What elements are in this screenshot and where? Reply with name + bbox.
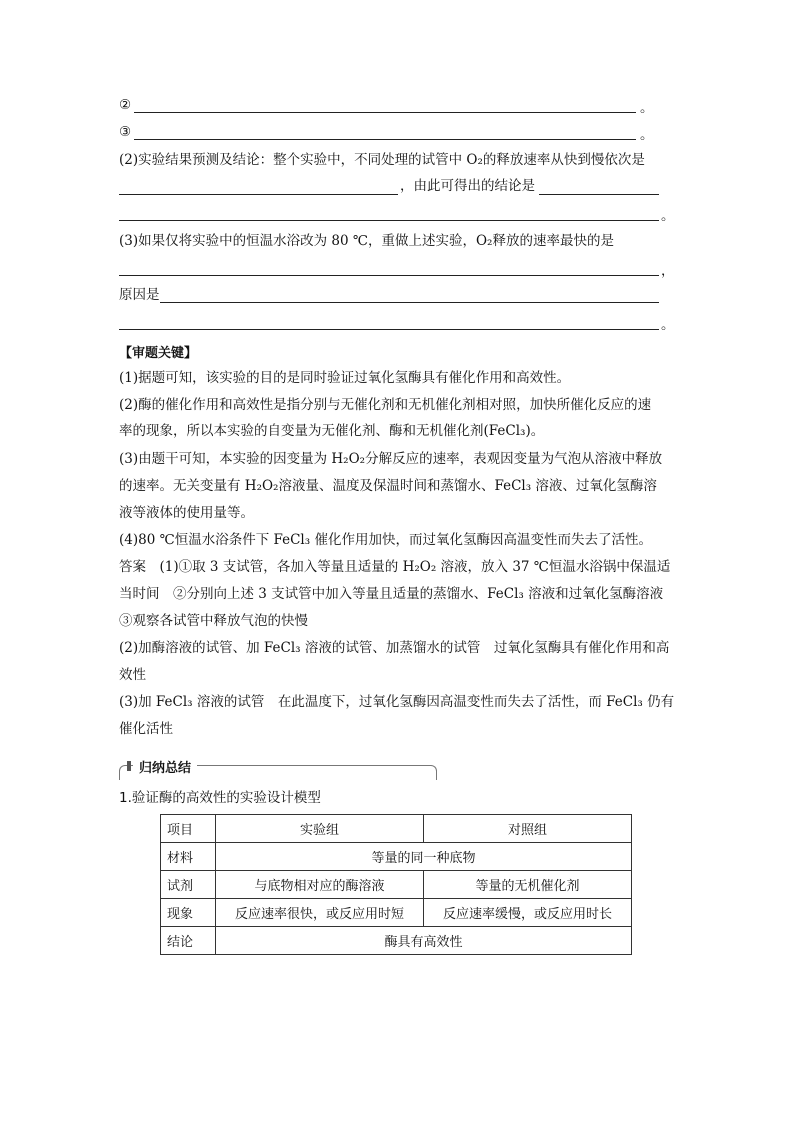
table-header-exp: 实验组 [216,815,424,843]
summary-subtitle: 1.验证酶的高效性的实验设计模型 [119,790,321,806]
answer-blank-step3[interactable] [134,139,636,140]
summary-bar-icon [127,761,131,771]
cell-material: 等量的同一种底物 [216,843,632,871]
answer-blank-q2-conclusion-cont[interactable] [119,220,659,221]
answer-line-7: 催化活性 [119,721,173,737]
analysis-p1: (1)据题可知，该实验的目的是同时验证过氧化氢酶具有催化作用和高效性。 [119,370,571,386]
row-label-reagent: 试剂 [161,871,216,899]
table-row [161,843,632,871]
question-2-mid: ，由此可得出的结论是 [400,178,535,194]
answer-line-4: (2)加酶溶液的试管、加 FeCl₃ 溶液的试管、加蒸馏水的试管 过氧化氢酶具有催化作用和高 [119,640,670,656]
cell-reagent-ctrl: 等量的无机催化剂 [424,871,632,899]
answer-blank-q3-fastest[interactable] [119,275,659,276]
summary-label: 归纳总结 [133,757,197,776]
answer-blank-q2-conclusion[interactable] [539,194,659,195]
answer-blank-step2[interactable] [134,112,636,113]
analysis-p3c: 液等液体的使用量等。 [119,505,254,521]
summary-section-header [119,757,435,779]
answer-blank-q3-reason-cont[interactable] [119,329,659,330]
step2-marker: ② [119,97,132,113]
question-3-text: (3)如果仅将实验中的恒温水浴改为 80 ℃，重做上述实验，O₂释放的速率最快的是 [119,233,614,249]
answer-blank-q3-reason[interactable] [160,302,659,303]
end-mark: 。 [640,127,654,143]
question-2-text: (2)实验结果预测及结论：整个实验中，不同处理的试管中 O₂的释放速率从快到慢依次是 [119,152,645,168]
step3-marker: ③ [119,124,132,140]
analysis-p3b: 的速率。无关变量有 H₂O₂溶液量、温度及保温时间和蒸馏水、FeCl₃ 溶液、过氧化氢酶溶 [119,478,657,494]
row-label-conclusion: 结论 [161,927,216,955]
end-mark: 。 [640,100,654,116]
reason-label: 原因是 [119,287,160,303]
answer-line-3: ③观察各试管中释放气泡的快慢 [119,613,308,629]
answer-line-2: 当时间 ②分别向上述 3 支试管中加入等量且适量的蒸馏水、FeCl₃ 溶液和过氧化氢酶溶液 [119,586,664,602]
table-row [161,899,632,927]
cell-phenomenon-exp: 反应速率很快，或反应用时短 [216,899,424,927]
table-row [161,815,632,843]
analysis-heading: 【审题关键】 [119,346,198,361]
cell-reagent-exp: 与底物相对应的酶溶液 [216,871,424,899]
row-label-phenomenon: 现象 [161,899,216,927]
end-mark: 。 [661,317,675,333]
table-header-item: 项目 [161,815,216,843]
cell-conclusion: 酶具有高效性 [216,927,632,955]
answer-blank-q2-order[interactable] [119,194,398,195]
end-mark: 。 [661,208,675,224]
cell-phenomenon-ctrl: 反应速率缓慢，或反应用时长 [424,899,632,927]
efficiency-design-table [160,814,632,955]
analysis-p3a: (3)由题干可知，本实验的因变量为 H₂O₂分解反应的速率，表观因变量为气泡从溶液中释放 [119,451,663,467]
answer-line-1: 答案 (1)①取 3 支试管，各加入等量且适量的 H₂O₂ 溶液，放入 37 ℃恒温水浴锅中保温适 [119,559,671,575]
analysis-p2b: 率的现象，所以本实验的自变量为无催化剂、酶和无机催化剂(FeCl₃)。 [119,423,545,439]
comma-mark: ， [661,263,675,279]
table-row [161,871,632,899]
table-header-ctrl: 对照组 [424,815,632,843]
answer-line-5: 效性 [119,667,146,683]
analysis-p4: (4)80 ℃恒温水浴条件下 FeCl₃ 催化作用加快，而过氧化氢酶因高温变性而失去了活性。 [119,532,652,548]
table-row [161,927,632,955]
answer-line-6: (3)加 FeCl₃ 溶液的试管 在此温度下，过氧化氢酶因高温变性而失去了活性，而 FeCl₃ 仍有 [119,694,675,710]
row-label-material: 材料 [161,843,216,871]
analysis-p2a: (2)酶的催化作用和高效性是指分别与无催化剂和无机催化剂相对照，加快所催化反应的速 [119,397,652,413]
